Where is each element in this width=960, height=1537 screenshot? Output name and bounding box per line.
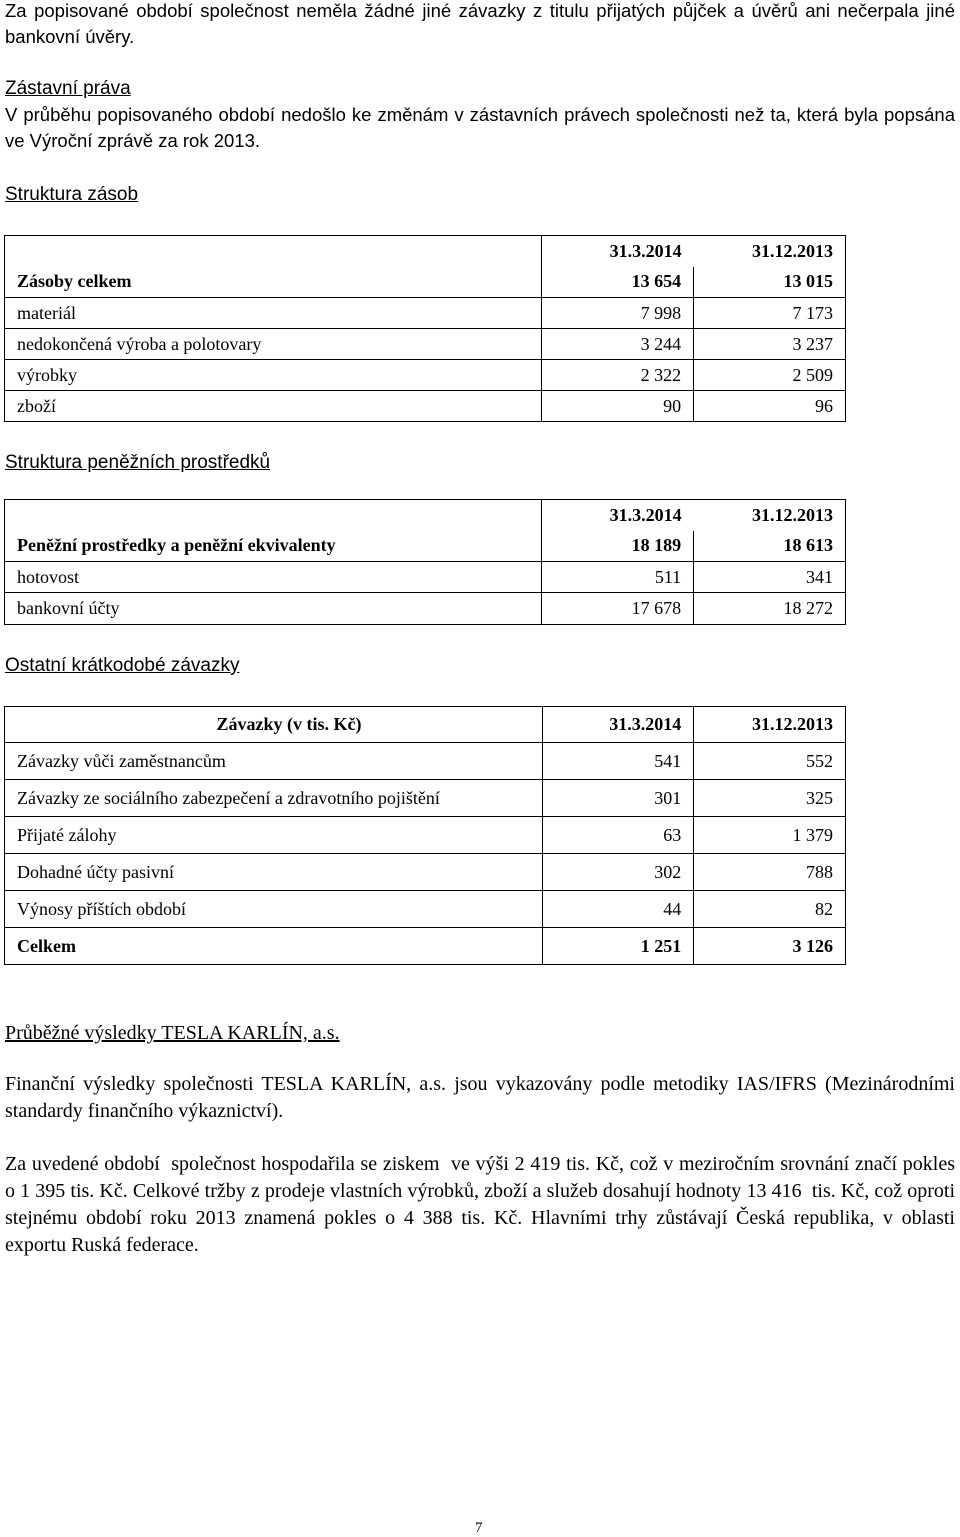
cell-value: 3 126 [694,928,846,965]
cell-value: 3 244 [542,329,694,360]
column-header: 31.12.2013 [694,236,846,267]
cell-value: 18 613 [694,531,846,562]
table-header-row [5,500,846,531]
cell-value: 301 [542,780,694,817]
column-header: 31.12.2013 [694,707,846,743]
table-row [5,593,846,625]
cell-value: 13 015 [694,267,846,298]
table-row [5,743,846,780]
row-label: hotovost [5,562,542,593]
row-label: Zásoby celkem [5,267,542,298]
cell-value: 63 [542,817,694,854]
cell-value: 3 237 [694,329,846,360]
row-label: nedokončená výroba a polotovary [5,329,542,360]
cell-value: 82 [694,891,846,928]
table-row [5,891,846,928]
row-label: výrobky [5,360,542,391]
table-row [5,329,846,360]
table-header-row [5,236,846,267]
table-row [5,817,846,854]
table-header-row [5,707,846,743]
table-row [5,360,846,391]
table-row [5,391,846,422]
cell-value: 18 272 [694,593,846,625]
table-row [5,854,846,891]
pledges-paragraph: V průběhu popisovaného období nedošlo ke změnám v zástavních právech společnosti než ta, která byla popsána ve Výroční zprávě za rok 2013. [5,104,955,151]
row-label: materiál [5,298,542,329]
intro-paragraph: Za popisované období společnost neměla žádné jiné závazky z titulu přijatých půjček a úvěrů ani nečerpala jiné bankovní úvěry. [5,0,955,47]
cell-value: 552 [694,743,846,780]
liabilities-table [4,706,846,965]
column-header: 31.3.2014 [542,500,694,531]
cell-value: 1 379 [694,817,846,854]
column-header: 31.3.2014 [542,707,694,743]
results-paragraph-2: Za uvedené období společnost hospodařila se ziskem ve výši 2 419 tis. Kč, což v meziročním srovnání značí pokles o 1 395 tis. Kč. Celkové tržby z prodeje vlastních výrobků, zboží a služeb dosahují hodnoty 13 416 tis. Kč, což oproti stejnému období roku 2013 znamená pokles o 4 388 tis. Kč. Hlavními trhy zůstávají Česká republika, v oblasti exportu Ruská federace. [5,1153,960,1256]
table-row-total [5,928,846,965]
table-row [5,780,846,817]
cell-value: 44 [542,891,694,928]
cell-value: 341 [694,562,846,593]
row-label: Závazky ze sociálního zabezpečení a zdravotního pojištění [5,780,543,817]
table-row [5,562,846,593]
cell-value: 7 998 [542,298,694,329]
row-label: bankovní účty [5,593,542,625]
results-heading: Průběžné výsledky TESLA KARLÍN, a.s. [5,1022,340,1044]
cell-value: 302 [542,854,694,891]
cell-value: 18 189 [542,531,694,562]
column-header: 31.3.2014 [542,236,694,267]
column-header: 31.12.2013 [694,500,846,531]
cell-value: 2 509 [694,360,846,391]
row-label: zboží [5,391,542,422]
cell-value: 90 [542,391,694,422]
cell-value: 325 [694,780,846,817]
table-corner-cell [5,236,542,267]
pledges-heading: Zástavní práva [5,78,131,99]
inventory-table [4,235,846,422]
row-label: Závazky vůči zaměstnancům [5,743,543,780]
row-label: Dohadné účty pasivní [5,854,543,891]
cash-table [4,499,846,625]
page-number: 7 [475,1520,483,1536]
cell-value: 788 [694,854,846,891]
row-label: Peněžní prostředky a peněžní ekvivalenty [5,531,542,562]
cell-value: 2 322 [542,360,694,391]
table-row [5,531,846,562]
table-row [5,267,846,298]
row-label: Přijaté zálohy [5,817,543,854]
cell-value: 17 678 [542,593,694,625]
row-label: Celkem [5,928,543,965]
cell-value: 1 251 [542,928,694,965]
row-label: Výnosy příštích období [5,891,543,928]
liabilities-heading: Ostatní krátkodobé závazky [5,655,240,676]
inventory-heading: Struktura zásob [5,184,139,205]
cell-value: 511 [542,562,694,593]
column-header: Závazky (v tis. Kč) [5,707,543,743]
cash-heading: Struktura peněžních prostředků [5,452,271,473]
table-row [5,298,846,329]
table-corner-cell [5,500,542,531]
cell-value: 96 [694,391,846,422]
results-paragraph-1: Finanční výsledky společnosti TESLA KARLÍN, a.s. jsou vykazovány podle metodiky IAS/IFRS (Mezinárodními standardy finančního výkaznictví). [5,1073,955,1122]
cell-value: 7 173 [694,298,846,329]
cell-value: 13 654 [542,267,694,298]
cell-value: 541 [542,743,694,780]
